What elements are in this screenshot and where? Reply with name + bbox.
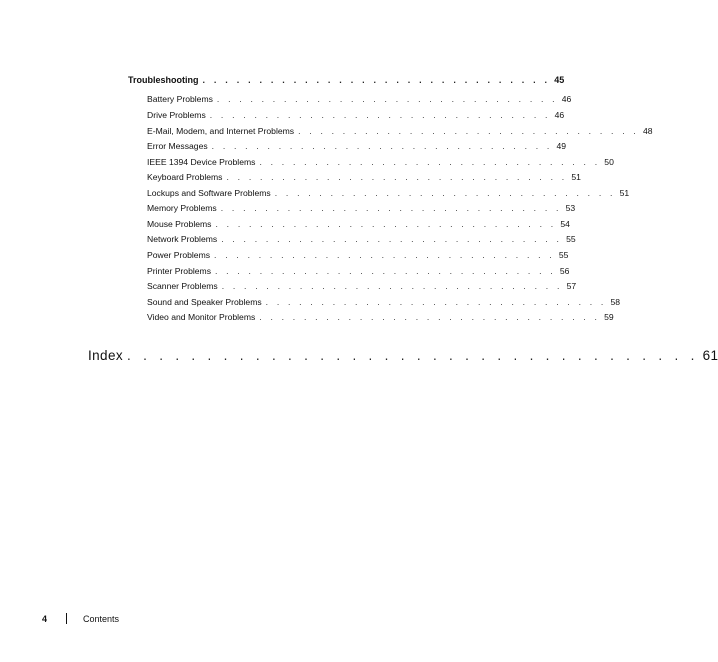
toc-entry-scanner-problems[interactable] xyxy=(147,281,577,291)
dot-leader: . . . . . . . . . . . . . . . . . . . . . . . . . . . . . . . xyxy=(221,234,563,244)
dot-leader: . . . . . . . . . . . . . . . . . . . . . . . . . . . . . . . xyxy=(211,141,553,151)
toc-entry-troubleshooting[interactable] xyxy=(128,75,565,85)
toc-entry-email-modem-internet-problems[interactable] xyxy=(147,126,653,136)
footer-page-number: 4 xyxy=(42,613,48,624)
toc-entry-network-problems[interactable] xyxy=(147,234,576,244)
toc-entry-label: Scanner Problems xyxy=(147,281,218,291)
toc-entry-page: 45 xyxy=(554,75,565,85)
toc-entry-label: Drive Problems xyxy=(147,110,206,120)
toc-entry-drive-problems[interactable] xyxy=(147,110,565,120)
dot-leader: . . . . . . . . . . . . . . . . . . . . . . . . . . . . . . . xyxy=(274,188,616,198)
toc-entry-mouse-problems[interactable] xyxy=(147,219,570,229)
dot-leader: . . . . . . . . . . . . . . . . . . . . . . . . . . . . . . . xyxy=(214,250,555,260)
toc-entry-page: 57 xyxy=(566,281,577,291)
toc-entry-page: 46 xyxy=(554,110,565,120)
toc-entry-page: 58 xyxy=(610,297,621,307)
dot-leader: . . . . . . . . . . . . . . . . . . . . . . . . . . . . . . . xyxy=(220,203,562,213)
dot-leader: . . . . . . . . . . . . . . . . . . . . . . . . . . . . . . . xyxy=(265,297,607,307)
dot-leader: . . . . . . . . . . . . . . . . . . . . . . . . . . . . . . . xyxy=(215,219,557,229)
dot-leader: . . . . . . . . . . . . . . . . . . . . . . . . . . . . . . . xyxy=(202,75,551,85)
toc-entry-label: Lockups and Software Problems xyxy=(147,188,271,198)
toc-entry-page: 56 xyxy=(559,266,570,276)
toc-entry-page: 51 xyxy=(619,188,630,198)
dot-leader: . . . . . . . . . . . . . . . . . . . . . . . . . . . . . . . xyxy=(221,281,563,291)
footer-section-title: Contents xyxy=(83,613,120,624)
dot-leader: . . . . . . . . . . . . . . . . . . . . . . . . . . . . . . . xyxy=(209,110,551,120)
toc-entry-label: Network Problems xyxy=(147,234,218,244)
toc-entry-page: 59 xyxy=(604,312,614,322)
toc-entry-memory-problems[interactable] xyxy=(147,203,576,213)
toc-entry-printer-problems[interactable] xyxy=(147,266,570,276)
toc-entry-video-monitor-problems[interactable] xyxy=(147,312,614,322)
toc-entry-power-problems[interactable] xyxy=(147,250,569,260)
toc-entry-battery-problems[interactable] xyxy=(147,94,572,104)
toc-entry-page: 61 xyxy=(702,348,718,363)
dot-leader: . . . . . . . . . . . . . . . . . . . . . . . . . . . . . . . . . . . . xyxy=(127,348,699,363)
dot-leader: . . . . . . . . . . . . . . . . . . . . . . . . . . . . . . . xyxy=(259,157,601,167)
toc-entry-label: Troubleshooting xyxy=(128,75,199,85)
dot-leader: . . . . . . . . . . . . . . . . . . . . . . . . . . . . . . . xyxy=(216,94,558,104)
toc-entry-page: 54 xyxy=(560,219,570,229)
footer-divider xyxy=(66,613,67,624)
toc-entry-label: Video and Monitor Problems xyxy=(147,312,256,322)
toc-entry-keyboard-problems[interactable] xyxy=(147,172,581,182)
toc-entry-label: IEEE 1394 Device Problems xyxy=(147,157,256,167)
toc-entry-page: 49 xyxy=(556,141,567,151)
toc-entry-label: Sound and Speaker Problems xyxy=(147,297,262,307)
toc-entry-label: Index xyxy=(88,348,124,363)
page-footer xyxy=(42,613,119,624)
toc-entry-page: 46 xyxy=(561,94,572,104)
toc-entry-label: Error Messages xyxy=(147,141,208,151)
toc-entry-label: Power Problems xyxy=(147,250,211,260)
toc-entry-page: 51 xyxy=(571,172,581,182)
toc-entry-page: 50 xyxy=(604,157,614,167)
toc-entry-label: Memory Problems xyxy=(147,203,217,213)
dot-leader: . . . . . . . . . . . . . . . . . . . . . . . . . . . . . . . xyxy=(298,126,639,136)
toc-entry-ieee-1394-device-problems[interactable] xyxy=(147,157,614,167)
toc-entry-sound-speaker-problems[interactable] xyxy=(147,297,621,307)
dot-leader: . . . . . . . . . . . . . . . . . . . . . . . . . . . . . . . xyxy=(259,312,601,322)
toc-entry-label: E-Mail, Modem, and Internet Problems xyxy=(147,126,295,136)
dot-leader: . . . . . . . . . . . . . . . . . . . . . . . . . . . . . . . xyxy=(215,266,556,276)
toc-entry-lockups-software-problems[interactable] xyxy=(147,188,630,198)
toc-entry-page: 55 xyxy=(558,250,569,260)
toc-entry-error-messages[interactable] xyxy=(147,141,567,151)
toc-entry-label: Printer Problems xyxy=(147,266,211,276)
toc-entry-label: Mouse Problems xyxy=(147,219,212,229)
toc-entry-label: Battery Problems xyxy=(147,94,213,104)
toc-entry-page: 53 xyxy=(565,203,576,213)
toc-entry-index[interactable] xyxy=(88,348,718,363)
toc-entry-page: 55 xyxy=(566,234,576,244)
toc-entry-page: 48 xyxy=(642,126,653,136)
toc-entry-label: Keyboard Problems xyxy=(147,172,223,182)
dot-leader: . . . . . . . . . . . . . . . . . . . . . . . . . . . . . . . xyxy=(226,172,568,182)
